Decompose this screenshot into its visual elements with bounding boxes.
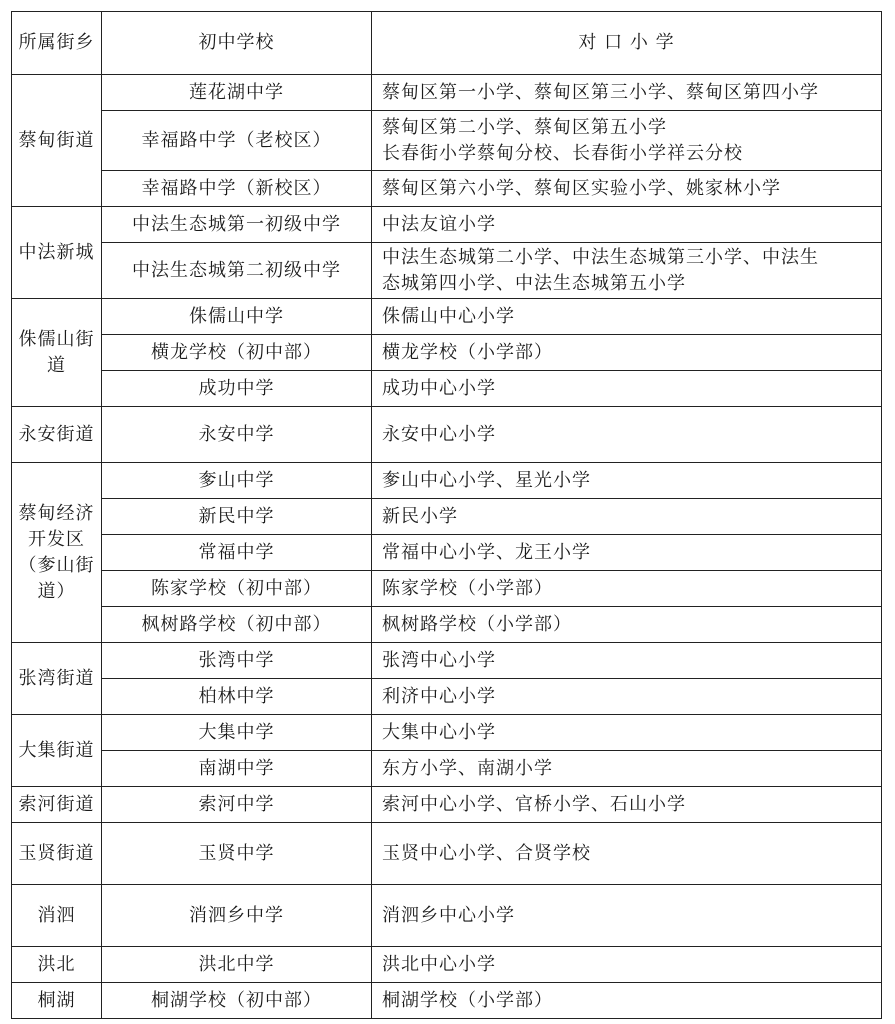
primary-school-line: 桐湖学校（小学部） (382, 989, 553, 1011)
district-label: 蔡甸经济开发区（奓山街道） (18, 502, 95, 602)
middle-school-cell: 成功中学 (102, 371, 372, 407)
district-label: 张湾街道 (18, 667, 95, 689)
primary-school-cell (372, 299, 882, 335)
primary-school-cell (372, 207, 882, 243)
middle-school-cell: 常福中学 (102, 535, 372, 571)
primary-school-cell (372, 371, 882, 407)
table-row (12, 787, 882, 823)
district-label: 桐湖 (37, 989, 76, 1011)
middle-school-cell: 幸福路中学（新校区） (102, 171, 372, 207)
primary-school-line: 蔡甸区第一小学、蔡甸区第三小学、蔡甸区第四小学 (382, 81, 819, 103)
district-label: 永安街道 (18, 423, 95, 445)
middle-school-cell: 桐湖学校（初中部） (102, 983, 372, 1019)
table-row (12, 407, 882, 463)
primary-school-line: 新民小学 (382, 505, 458, 527)
primary-school-line: 中法生态城第二小学、中法生态城第三小学、中法生 (382, 246, 819, 268)
primary-school-cell (372, 643, 882, 679)
primary-school-cell (372, 335, 882, 371)
middle-school-cell: 张湾中学 (102, 643, 372, 679)
primary-school-line: 利济中心小学 (382, 685, 496, 707)
district-cell (12, 947, 102, 983)
table-row (12, 571, 882, 607)
table-row (12, 607, 882, 643)
district-label: 索河街道 (18, 793, 95, 815)
primary-school-line: 态城第四小学、中法生态城第五小学 (382, 272, 686, 294)
primary-school-cell (372, 679, 882, 715)
primary-school-cell (372, 499, 882, 535)
district-cell (12, 885, 102, 947)
table-row (12, 679, 882, 715)
primary-school-line: 长春街小学蔡甸分校、长春街小学祥云分校 (382, 142, 743, 164)
primary-school-cell (372, 535, 882, 571)
district-label: 大集街道 (18, 739, 95, 761)
district-cell (12, 463, 102, 643)
primary-school-cell (372, 947, 882, 983)
primary-school-line: 蔡甸区第二小学、蔡甸区第五小学 (382, 116, 667, 138)
middle-school-cell: 索河中学 (102, 787, 372, 823)
table-row (12, 983, 882, 1019)
table-row (12, 207, 882, 243)
middle-school-cell: 奓山中学 (102, 463, 372, 499)
primary-school-line: 大集中心小学 (382, 721, 496, 743)
district-label: 中法新城 (18, 241, 95, 263)
table-row (12, 111, 882, 171)
header-row (12, 12, 882, 75)
primary-school-line: 玉贤中心小学、合贤学校 (382, 842, 591, 864)
table-row (12, 463, 882, 499)
primary-school-cell (372, 983, 882, 1019)
primary-school-cell (372, 111, 882, 171)
middle-school-cell: 永安中学 (102, 407, 372, 463)
primary-school-cell (372, 75, 882, 111)
header-middle-school: 初中学校 (102, 12, 372, 75)
middle-school-cell: 柏林中学 (102, 679, 372, 715)
primary-school-cell (372, 607, 882, 643)
middle-school-cell: 横龙学校（初中部） (102, 335, 372, 371)
primary-school-cell (372, 243, 882, 299)
middle-school-cell: 中法生态城第二初级中学 (102, 243, 372, 299)
middle-school-cell: 洪北中学 (102, 947, 372, 983)
table-row (12, 715, 882, 751)
primary-school-cell (372, 885, 882, 947)
middle-school-cell: 幸福路中学（老校区） (102, 111, 372, 171)
district-cell (12, 75, 102, 207)
middle-school-cell: 南湖中学 (102, 751, 372, 787)
table-row (12, 171, 882, 207)
district-cell (12, 823, 102, 885)
table-row (12, 371, 882, 407)
primary-school-line: 索河中心小学、官桥小学、石山小学 (382, 793, 686, 815)
table-row (12, 751, 882, 787)
middle-school-cell: 大集中学 (102, 715, 372, 751)
middle-school-cell: 侏儒山中学 (102, 299, 372, 335)
header-primary-school: 对 口 小 学 (372, 12, 882, 75)
primary-school-cell (372, 407, 882, 463)
middle-school-cell: 玉贤中学 (102, 823, 372, 885)
primary-school-cell (372, 171, 882, 207)
primary-school-cell (372, 787, 882, 823)
primary-school-line: 中法友谊小学 (382, 213, 496, 235)
district-label: 洪北 (37, 953, 76, 975)
district-cell (12, 299, 102, 407)
primary-school-line: 陈家学校（小学部） (382, 577, 553, 599)
table-row (12, 643, 882, 679)
district-cell (12, 983, 102, 1019)
primary-school-line: 成功中心小学 (382, 377, 496, 399)
primary-school-cell (372, 571, 882, 607)
primary-school-line: 奓山中心小学、星光小学 (382, 469, 591, 491)
primary-school-cell (372, 751, 882, 787)
middle-school-cell: 陈家学校（初中部） (102, 571, 372, 607)
primary-school-line: 枫树路学校（小学部） (382, 613, 572, 635)
district-label: 玉贤街道 (18, 842, 95, 864)
school-mapping-table (11, 11, 882, 1019)
primary-school-line: 永安中心小学 (382, 423, 496, 445)
primary-school-line: 侏儒山中心小学 (382, 305, 515, 327)
district-cell (12, 787, 102, 823)
header-district: 所属街乡 (12, 12, 102, 75)
table-row (12, 335, 882, 371)
table-row (12, 499, 882, 535)
table-row (12, 823, 882, 885)
table-body (12, 75, 882, 1019)
district-cell (12, 643, 102, 715)
primary-school-line: 横龙学校（小学部） (382, 341, 553, 363)
primary-school-cell (372, 715, 882, 751)
middle-school-cell: 中法生态城第一初级中学 (102, 207, 372, 243)
middle-school-cell: 新民中学 (102, 499, 372, 535)
table-row (12, 299, 882, 335)
district-label: 侏儒山街道 (18, 328, 95, 376)
primary-school-cell (372, 823, 882, 885)
primary-school-line: 常福中心小学、龙王小学 (382, 541, 591, 563)
middle-school-cell: 莲花湖中学 (102, 75, 372, 111)
table-row (12, 885, 882, 947)
primary-school-cell (372, 463, 882, 499)
district-label: 消泗 (37, 904, 76, 926)
table-row (12, 75, 882, 111)
table-row (12, 947, 882, 983)
primary-school-line: 消泗乡中心小学 (382, 904, 515, 926)
primary-school-line: 蔡甸区第六小学、蔡甸区实验小学、姚家林小学 (382, 177, 781, 199)
district-cell (12, 715, 102, 787)
middle-school-cell: 消泗乡中学 (102, 885, 372, 947)
primary-school-line: 东方小学、南湖小学 (382, 757, 553, 779)
district-cell (12, 407, 102, 463)
middle-school-cell: 枫树路学校（初中部） (102, 607, 372, 643)
district-label: 蔡甸街道 (18, 129, 95, 151)
primary-school-line: 洪北中心小学 (382, 953, 496, 975)
table-row (12, 535, 882, 571)
primary-school-line: 张湾中心小学 (382, 649, 496, 671)
district-cell (12, 207, 102, 299)
table-row (12, 243, 882, 299)
